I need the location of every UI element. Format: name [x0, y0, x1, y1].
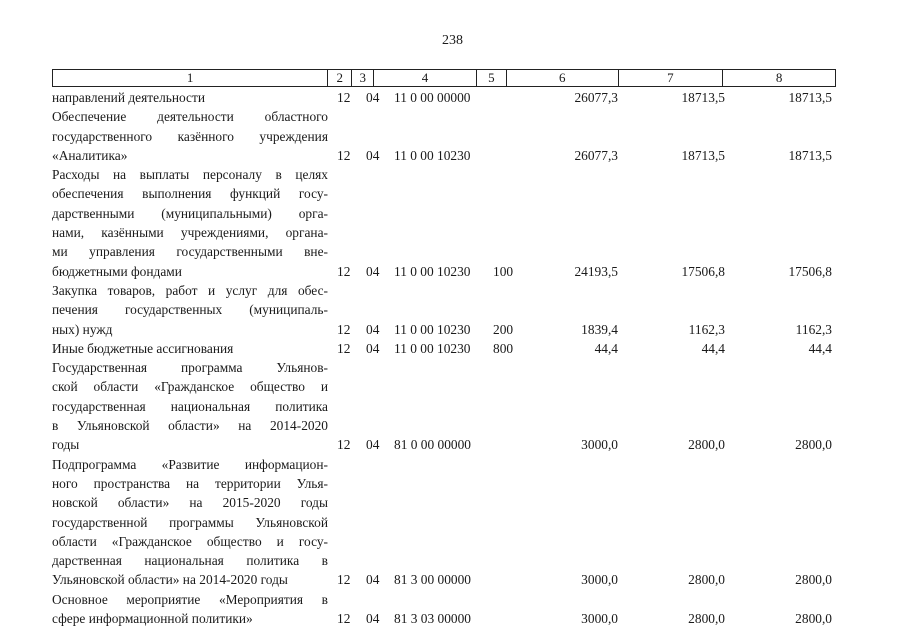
- subsection-code: 04: [366, 263, 380, 279]
- table-row: [52, 358, 836, 455]
- target-article-code: 81 3 00 00000: [394, 572, 471, 588]
- amount-col-8: 18713,5: [788, 147, 832, 163]
- description-line: Иные бюджетные ассигнования: [52, 340, 234, 356]
- row-description: [52, 165, 328, 281]
- amount-col-8: 18713,5: [788, 90, 832, 105]
- header-col-7: 7: [619, 70, 724, 86]
- amount-col-8: 17506,8: [788, 263, 832, 279]
- subsection-code: 04: [366, 340, 380, 356]
- description-line: области «Гражданское общество и госу-: [52, 533, 328, 549]
- subsection-code: 04: [366, 321, 380, 337]
- amount-col-8: 2800,0: [795, 437, 832, 453]
- target-article-code: 11 0 00 10230: [394, 340, 471, 356]
- amount-col-6: 3000,0: [581, 437, 618, 453]
- description-line: печения государственных (муниципаль-: [52, 302, 328, 318]
- section-code: 12: [337, 437, 351, 453]
- amount-col-6: 24193,5: [574, 263, 618, 279]
- description-line: ми управления государственными вне-: [52, 244, 328, 260]
- target-article-code: 11 0 00 00000: [394, 90, 471, 105]
- description-line: государственная национальная политика: [52, 398, 328, 414]
- target-article-code: 11 0 00 10230: [394, 147, 471, 163]
- amount-col-8: 44,4: [808, 340, 832, 356]
- amount-col-8: 2800,0: [795, 572, 832, 588]
- section-code: 12: [337, 321, 351, 337]
- amount-col-7: 2800,0: [688, 437, 725, 453]
- description-line: Закупка товаров, работ и услуг для обес-: [52, 283, 328, 298]
- description-line: бюджетными фондами: [52, 263, 182, 279]
- header-col-8: 8: [775, 70, 783, 85]
- amount-col-6: 3000,0: [581, 611, 618, 627]
- description-line: государственной программы Ульяновской: [52, 514, 328, 530]
- description-line: государственного казённого учреждения: [52, 128, 328, 144]
- amount-col-7: 18713,5: [681, 147, 725, 163]
- section-code: 12: [337, 147, 351, 163]
- description-line: ного пространства на территории Улья-: [52, 475, 328, 491]
- subsection-code: 04: [366, 147, 380, 163]
- table-row: [52, 165, 836, 281]
- header-col-1: 1: [53, 70, 328, 86]
- description-line: дарственными (муниципальными) орга-: [52, 205, 328, 221]
- amount-col-6: 44,4: [594, 340, 618, 356]
- row-description: [52, 281, 328, 339]
- target-article-code: 11 0 00 10230: [394, 263, 471, 279]
- page-number: 238: [442, 33, 463, 48]
- header-col-6: 6: [507, 70, 619, 86]
- description-line: Государственная программа Ульянов-: [52, 360, 328, 376]
- subsection-code: 04: [366, 437, 380, 453]
- table-row: [52, 107, 836, 165]
- expense-type-code: 200: [493, 321, 514, 337]
- row-description: [52, 107, 328, 165]
- section-code: 12: [337, 263, 351, 279]
- description-line: нами, казёнными учреждениями, органа-: [52, 225, 328, 241]
- subsection-code: 04: [366, 572, 380, 588]
- expense-type-code: 100: [493, 263, 514, 279]
- description-line: направлений деятельности: [52, 90, 206, 105]
- description-line: новской области» на 2015-2020 годы: [52, 495, 328, 511]
- row-description: [52, 590, 328, 629]
- table-row: [52, 281, 836, 339]
- description-line: дарственная национальная политика в: [52, 553, 328, 569]
- target-article-code: 81 0 00 00000: [394, 437, 471, 453]
- description-line: Подпрограмма «Развитие информацион-: [52, 456, 328, 472]
- section-code: 12: [337, 90, 351, 105]
- amount-col-6: 26077,3: [574, 147, 618, 163]
- table-row: [52, 590, 836, 629]
- description-line: обеспечения выполнения функций госу-: [52, 186, 328, 202]
- description-line: годы: [52, 437, 80, 453]
- row-description: [52, 339, 328, 358]
- table-row: [52, 455, 836, 590]
- section-code: 12: [337, 572, 351, 588]
- section-code: 12: [337, 340, 351, 356]
- amount-col-8: 2800,0: [795, 611, 832, 627]
- description-line: ской области «Гражданское общество и: [52, 379, 328, 395]
- amount-col-7: 18713,5: [681, 90, 725, 105]
- target-article-code: 81 3 03 00000: [394, 611, 471, 627]
- target-article-code: 11 0 00 10230: [394, 321, 471, 337]
- description-line: Расходы на выплаты персоналу в целях: [52, 167, 328, 183]
- amount-col-6: 3000,0: [581, 572, 618, 588]
- amount-col-6: 1839,4: [581, 321, 618, 337]
- header-col-4: 4: [374, 70, 477, 86]
- expense-type-code: 800: [493, 340, 514, 356]
- header-col-3: 3: [352, 70, 374, 86]
- section-code: 12: [337, 611, 351, 627]
- amount-col-7: 1162,3: [688, 321, 725, 337]
- row-description: [52, 455, 328, 590]
- table-row: [52, 88, 836, 107]
- amount-col-7: 44,4: [701, 340, 725, 356]
- description-line: сфере информационной политики»: [52, 611, 253, 627]
- description-line: ных) нужд: [52, 321, 113, 337]
- amount-col-8: 1162,3: [795, 321, 832, 337]
- description-line: в Ульяновской области» на 2014-2020: [52, 418, 328, 434]
- description-line: Обеспечение деятельности областного: [52, 109, 328, 125]
- header-col-5: 5: [477, 70, 507, 86]
- table-header: [52, 69, 836, 87]
- description-line: Основное мероприятие «Мероприятия в: [52, 591, 328, 607]
- row-description: [52, 358, 328, 454]
- description-line: «Аналитика»: [52, 147, 128, 163]
- amount-col-6: 26077,3: [574, 90, 618, 105]
- description-line: Ульяновской области» на 2014-2020 годы: [52, 572, 288, 588]
- subsection-code: 04: [366, 611, 380, 627]
- amount-col-7: 17506,8: [681, 263, 725, 279]
- header-col-2: 2: [328, 70, 352, 86]
- amount-col-7: 2800,0: [688, 611, 725, 627]
- table-row: [52, 339, 836, 358]
- row-description: [52, 88, 328, 107]
- subsection-code: 04: [366, 90, 380, 105]
- amount-col-7: 2800,0: [688, 572, 725, 588]
